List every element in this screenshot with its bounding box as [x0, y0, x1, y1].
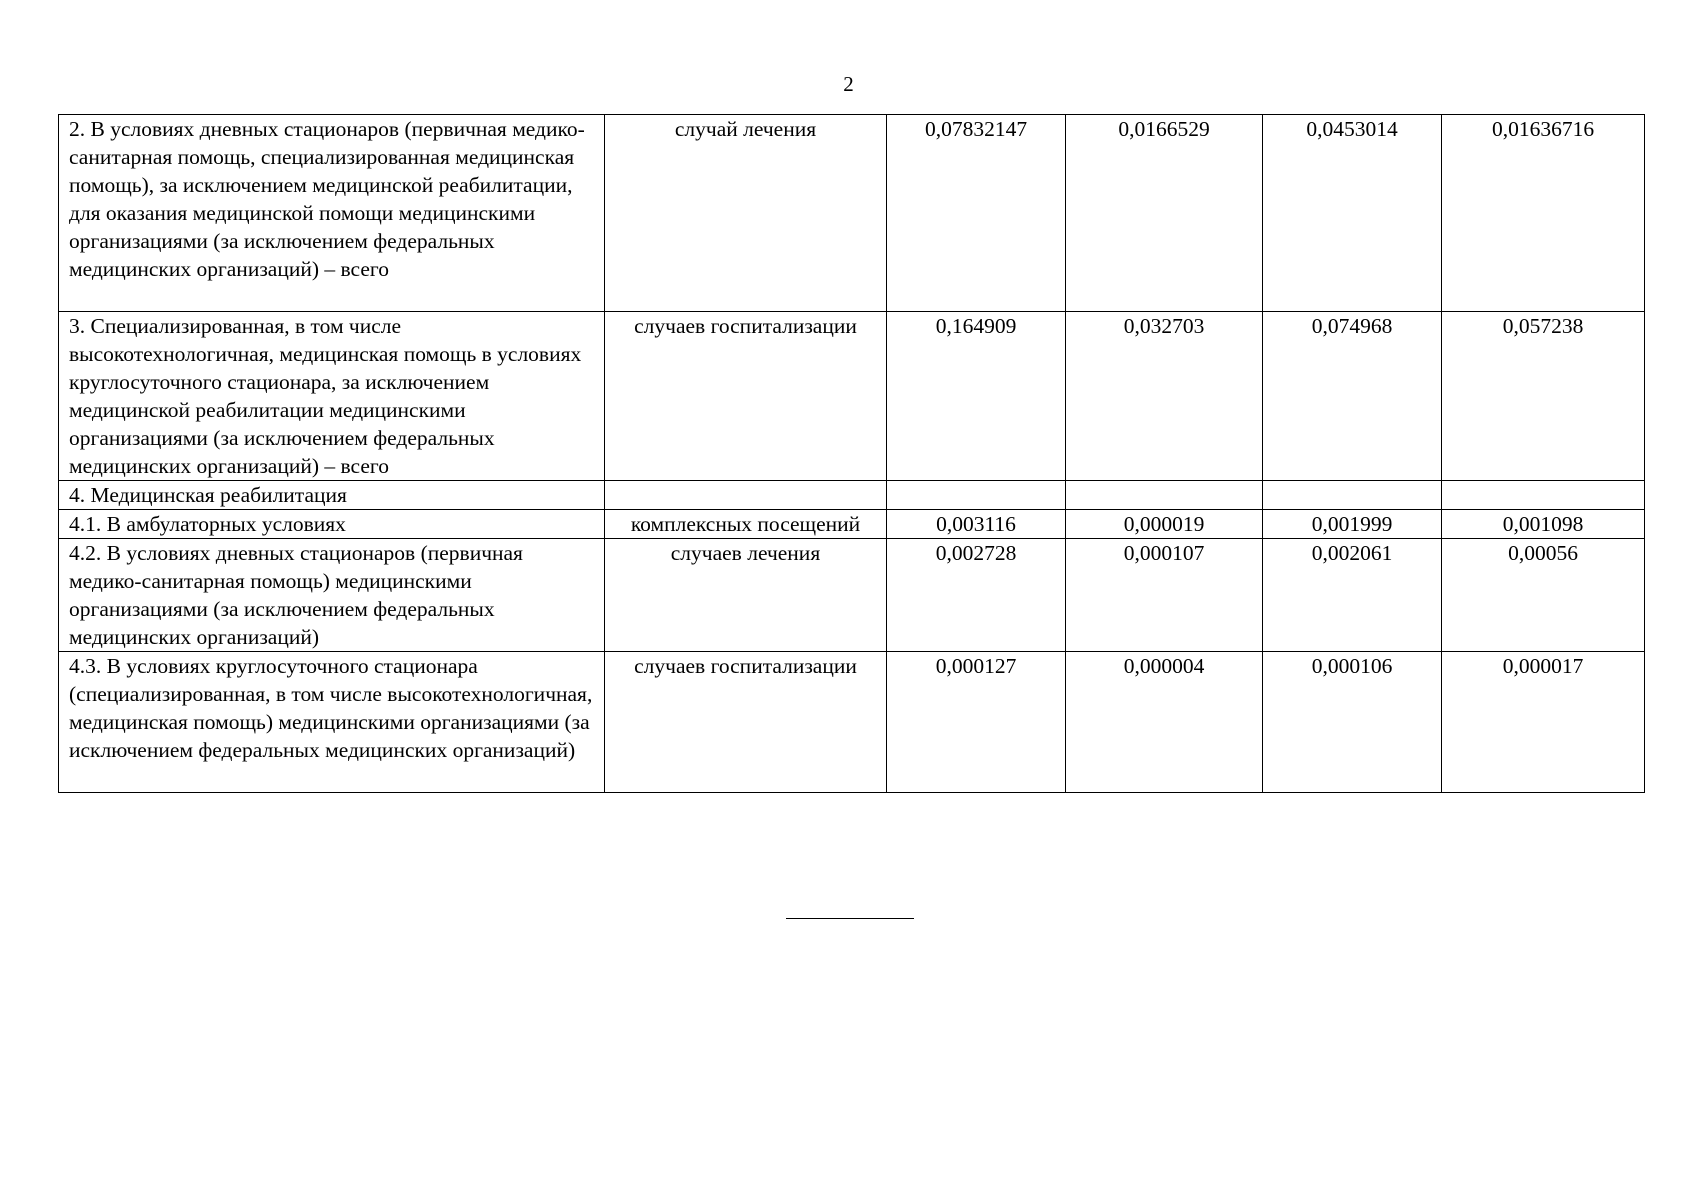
value-cell: 0,07832147	[887, 115, 1066, 312]
value-cell	[1066, 481, 1263, 510]
unit-cell: случаев лечения	[605, 539, 887, 652]
unit-cell: комплексных посещений	[605, 510, 887, 539]
value-cell: 0,00056	[1442, 539, 1645, 652]
data-table	[58, 114, 1645, 793]
table-row	[59, 539, 1645, 652]
end-rule-divider	[786, 918, 914, 919]
value-cell: 0,003116	[887, 510, 1066, 539]
table-row	[59, 510, 1645, 539]
value-cell: 0,000004	[1066, 652, 1263, 793]
value-cell: 0,001098	[1442, 510, 1645, 539]
row-name-cell: 3. Специализированная, в том числе высокотехнологичная, медицинская помощь в условиях круглосуточного стационара, за исключением медицинской реабилитации медицинскими организациями (за исключением федеральных медицинских организаций) – всего	[59, 312, 605, 481]
row-name-cell: 4.2. В условиях дневных стационаров (первичная медико-санитарная помощь) медицинскими организациями (за исключением федеральных медицинских организаций)	[59, 539, 605, 652]
value-cell: 0,032703	[1066, 312, 1263, 481]
value-cell: 0,001999	[1263, 510, 1442, 539]
value-cell: 0,0166529	[1066, 115, 1263, 312]
value-cell: 0,000106	[1263, 652, 1442, 793]
value-cell	[1442, 481, 1645, 510]
table-row	[59, 652, 1645, 793]
table-row	[59, 312, 1645, 481]
row-name-cell: 4.3. В условиях круглосуточного стационара (специализированная, в том числе высокотехнологичная, медицинская помощь) медицинскими организациями (за исключением федеральных медицинских организаций)	[59, 652, 605, 793]
table-row	[59, 115, 1645, 312]
value-cell: 0,002061	[1263, 539, 1442, 652]
page-number: 2	[843, 72, 854, 96]
value-cell: 0,000107	[1066, 539, 1263, 652]
value-cell: 0,000127	[887, 652, 1066, 793]
unit-cell: случаев госпитализации	[605, 652, 887, 793]
unit-cell: случай лечения	[605, 115, 887, 312]
value-cell: 0,074968	[1263, 312, 1442, 481]
value-cell: 0,0453014	[1263, 115, 1442, 312]
value-cell: 0,057238	[1442, 312, 1645, 481]
value-cell: 0,002728	[887, 539, 1066, 652]
row-name-cell: 4. Медицинская реабилитация	[59, 481, 605, 510]
value-cell	[1263, 481, 1442, 510]
value-cell: 0,000019	[1066, 510, 1263, 539]
value-cell: 0,000017	[1442, 652, 1645, 793]
row-name-cell: 4.1. В амбулаторных условиях	[59, 510, 605, 539]
row-name-cell: 2. В условиях дневных стационаров (первичная медико-санитарная помощь, специализированная медицинская помощь), за исключением медицинской реабилитации, для оказания медицинской помощи медицинскими организациями (за исключением федеральных медицинских организаций) – всего	[59, 115, 605, 312]
value-cell: 0,164909	[887, 312, 1066, 481]
unit-cell: случаев госпитализации	[605, 312, 887, 481]
unit-cell	[605, 481, 887, 510]
value-cell	[887, 481, 1066, 510]
table-row	[59, 481, 1645, 510]
value-cell: 0,01636716	[1442, 115, 1645, 312]
